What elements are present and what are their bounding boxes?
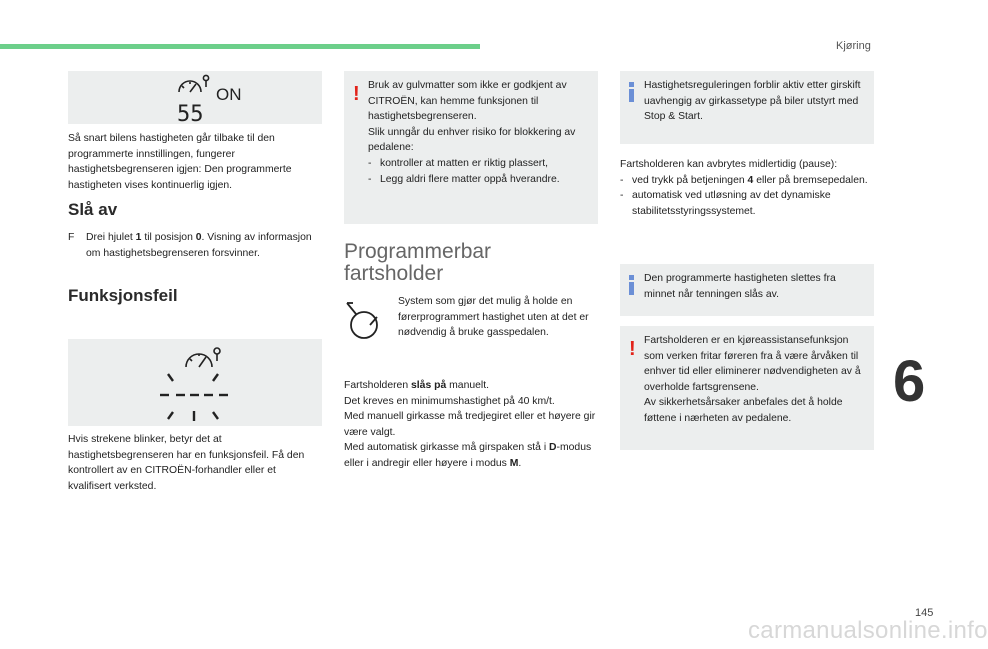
- header-accent-bar: [0, 44, 480, 49]
- info-icon: [629, 275, 634, 295]
- limiter-on-icon-box: [68, 71, 322, 127]
- fault-heading: Funksjonsfeil: [68, 286, 178, 305]
- off-heading: Slå av: [68, 200, 118, 219]
- svg-text:ON: ON: [216, 85, 242, 104]
- speed-limiter-on-icon: [68, 71, 322, 127]
- bullet-arrow-icon: F: [68, 232, 75, 243]
- chapter-number: 6: [893, 349, 926, 414]
- warning-icon: !: [353, 83, 360, 105]
- memory-info-box: [620, 264, 874, 316]
- memory-info-text: Den programmerte hastigheten slettes fra minnet når tenningen slås av.: [644, 273, 836, 300]
- watermark: carmanualsonline.info: [748, 617, 988, 644]
- speed-limiter-fault-icon: [68, 339, 322, 426]
- section-title: Kjøring: [836, 40, 871, 52]
- off-instruction: [68, 230, 322, 261]
- cruise-control-description: System som gjør det mulig å holde en førerprogrammert hastighet uten at det er nødvendig å bruke gasspedalen.: [398, 296, 589, 339]
- cruise-control-icon: [344, 300, 386, 342]
- stop-start-info-box: [620, 71, 874, 144]
- cruise-safety-warning-text: Fartsholderen er en kjøreassistansefunksjon som verken fritar føreren fra å være årvåken til enhver tid eller eliminerer nødvendigheten av å overholde fartsgrensene. Av sikkerhetsårsaker anbefales det å holde føttene i nærheten av pedalene.: [644, 335, 861, 424]
- fault-paragraph: Hvis strekene blinker, betyr det at hastighetsbegrenseren har en funksjonsfeil. Få den kontrollert av en CITROËN-forhandler eller et kvalifisert verksted.: [68, 434, 305, 492]
- off-instruction-text: Drei hjulet 1 til posisjon 0. Visning av informasjon om hastighetsbegrenseren forsvinner.: [86, 232, 312, 259]
- intro-paragraph: Så snart bilens hastigheten går tilbake til den programmerte innstillingen, fungerer hastighetsbegrenseren igjen: Den programmerte hastigheten vises kontinuerlig igjen.: [68, 133, 292, 191]
- limiter-fault-icon-box: [68, 339, 322, 426]
- cruise-safety-warning-box: [620, 326, 874, 450]
- info-icon: [629, 82, 634, 102]
- warning-icon: !: [629, 338, 636, 360]
- floor-mat-warning-text: Bruk av gulvmatter som ikke er godkjent av CITROËN, kan hemme funksjonen til hastighetsbegrenseren. Slik unngår du enhver risiko for blokkering av pedalene: - kontroller at matten er riktig plassert, - Legg aldri flere matter oppå hverandre.: [368, 80, 576, 185]
- stop-start-info-text: Hastighetsreguleringen forblir aktiv etter girskift uavhengig av girkassetype på biler utstyrt med Stop & Start.: [644, 80, 861, 123]
- page-number: 145: [915, 607, 934, 619]
- floor-mat-warning-box: [344, 71, 598, 224]
- svg-text:55: 55: [177, 102, 204, 127]
- cruise-control-heading: Programmerbar fartsholder: [344, 240, 492, 285]
- pause-paragraph: Fartsholderen kan avbrytes midlertidig (pause): - ved trykk på betjeningen 4 eller på bremsepedalen. - automatisk ved utløsning av det dynamiske stabilitetsstyringssystemet.: [620, 159, 868, 217]
- cruise-control-paragraph: Fartsholderen slås på manuelt. Det kreves en minimumshastighet på 40 km/t. Med manuell girkasse må tredjegiret eller et høyere gir være valgt. Med automatisk girkasse må girspaken stå i D-modus eller i andregir eller høyere i modus M.: [344, 380, 596, 469]
